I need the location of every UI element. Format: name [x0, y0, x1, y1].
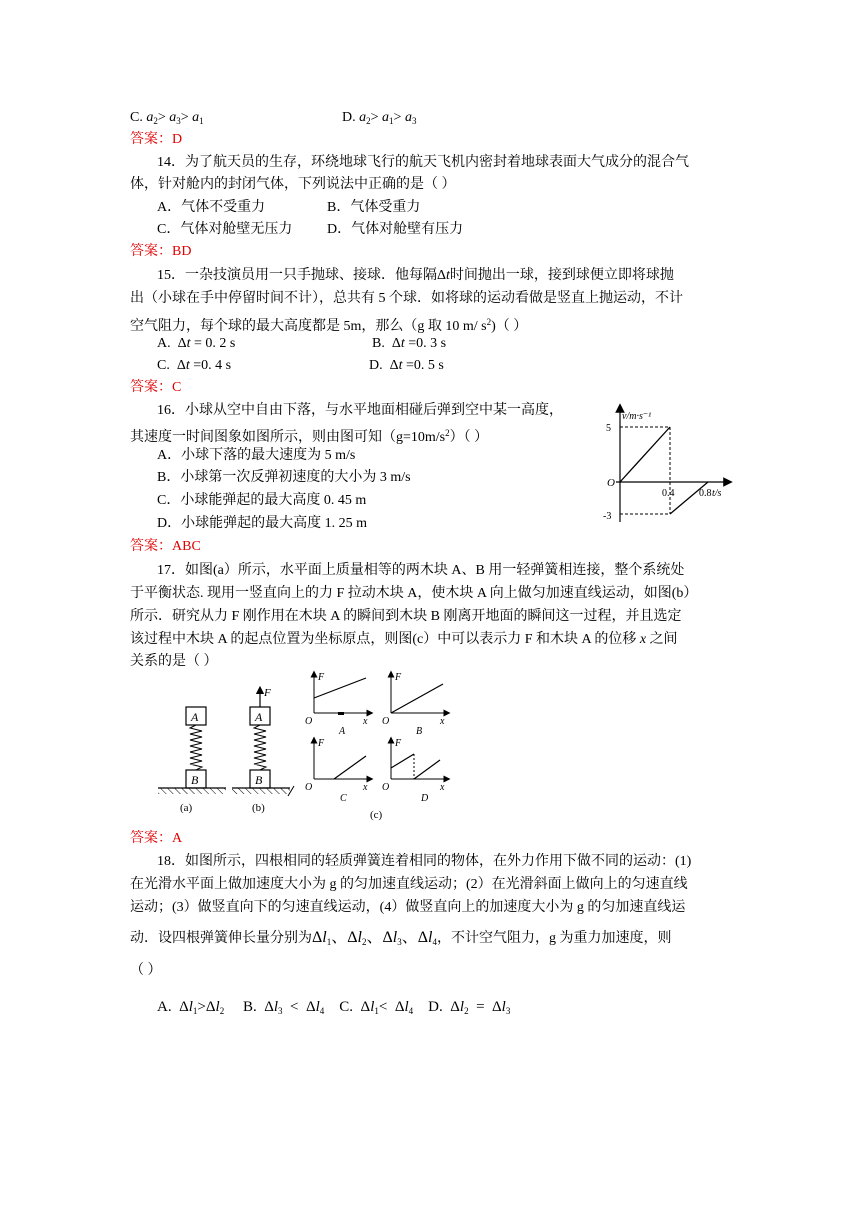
q17-figure: [148, 670, 458, 822]
q17-stem-line5: 关系的是（ ）: [130, 654, 218, 669]
q17-gd-o: O: [382, 782, 390, 793]
q16-option-a: A．小球下落的最大速度为 5 m/s: [157, 448, 356, 463]
q18-stem-line2: 在光滑水平面上做加速度大小为 g 的匀加速直线运动；(2）在光滑斜面上做向上的匀速直线: [130, 877, 688, 892]
q16-graph-origin: O: [607, 477, 615, 489]
q15-option-a: A. Δt = 0. 2 s: [157, 336, 236, 351]
q15-answer: 答案：C: [130, 380, 182, 395]
q14-option-a: A．气体不受重力: [157, 200, 266, 215]
q16-stem-line2: 其速度一时间图象如图所示，则由图可知$(g=10m/s^2)$（ ）: [130, 428, 489, 445]
q17-caption-c: (c): [370, 809, 383, 821]
q17-ga-f: F: [318, 672, 325, 683]
q17-gd-x: x: [440, 782, 445, 793]
q16-graph-ylabel: v/m·s⁻¹: [622, 411, 652, 422]
q17-stem-line4: 该过程中木块 A 的起点位置为坐标原点，则图(c）中可以表示力 F 和木块 A 的位移 x 之间: [130, 632, 678, 647]
q17-ga-label: A: [339, 726, 346, 737]
q17-force-label: F: [264, 687, 271, 699]
q17-gb-f: F: [395, 672, 402, 683]
q16-graph-y-top: 5: [606, 423, 611, 434]
q17-ga-o: O: [305, 716, 313, 727]
q16-vt-graph: [598, 402, 738, 526]
q17-stem-line3: 所示．研究从力 F 刚作用在木块 A 的瞬间到木块 B 刚离开地面的瞬间这一过程，并且选定: [130, 609, 682, 624]
q17-gb-o: O: [382, 716, 390, 727]
q17-stem-line2: 于平衡状态. 现用一竖直向上的力 F 拉动木块 A，使木块 A 向上做匀加速直线运动，如图(b）: [130, 586, 698, 601]
q17-fig-b: [232, 687, 294, 814]
q17-graph-d: [382, 738, 447, 804]
q15-option-b: B. Δt =0. 3 s: [372, 336, 447, 351]
q14-option-b: B．气体受重力: [327, 200, 421, 215]
q16-graph-y-bottom: -3: [603, 511, 612, 522]
q18-stem-line3: 运动；(3）做竖直向下的匀速直线运动，(4）做竖直向上的加速度大小为 g 的匀加速直线运: [130, 900, 686, 915]
q17-gd-f: F: [395, 738, 402, 749]
q15-stem-line1: 15．一杂技演员用一只手抛球、接球．他每隔Δt时间抛出一球，接到球便立即将球抛: [157, 268, 674, 283]
q16-option-b: B．小球第一次反弹初速度的大小为 3 m/s: [157, 470, 411, 485]
q17-ga-x: x: [363, 716, 368, 727]
q16-graph-xlabel: t/s: [712, 488, 722, 499]
q17-caption-b: (b): [252, 802, 265, 814]
q17-b-block-a-label: A: [255, 710, 263, 724]
q18-stem-line5: （ ）: [130, 963, 162, 978]
q16-option-d: D．小球能弹起的最大高度 1. 25 m: [157, 516, 367, 531]
q13-option-d: D. $a_2> a_1> a_3$: [342, 110, 417, 126]
q16-stem-line1: 16．小球从空中自由下落，与水平地面相碰后弹到空中某一高度，: [157, 403, 563, 418]
q18-stem-line1: 18．如图所示，四根相同的轻质弹簧连着相同的物体，在外力作用下做不同的运动：(1): [157, 854, 692, 869]
q17-gd-label: D: [421, 793, 429, 804]
q14-stem-line2: 体，针对舱内的封闭气体，下列说法中正确的是（ ）: [130, 177, 456, 192]
q17-graph-a: [305, 672, 370, 737]
q17-b-block-b-label: B: [255, 773, 263, 787]
q18-stem-line4: 动．设四根弹簧伸长量分别为$\Delta l_1$、$\Delta l_2$、$\Delta l_3$、$\Delta l_4$，不计空气阻力，g 为重力加速度，则: [130, 929, 672, 947]
q15-stem-line2: 出（小球在手中停留时间不计），总共有 5 个球．如将球的运动看做是竖直上抛运动，不计: [130, 291, 683, 306]
q14-stem-line1: 14．为了航天员的生存，环绕地球飞行的航天飞机内密封着地球表面大气成分的混合气: [157, 155, 689, 170]
q14-option-d: D．气体对舱壁有压力: [327, 222, 464, 237]
q17-gc-x: x: [363, 782, 368, 793]
q14-answer: 答案：BD: [130, 244, 192, 259]
q18-options: A. $\Delta l_1>\Delta l_2$ B. $\Delta l_3 < \Delta l_4$ C. $\Delta l_1< \Delta l_4$ D. $\Delta l_2 = \Delta l_3$: [157, 999, 511, 1016]
q17-block-a-label: A: [191, 710, 199, 724]
q16-graph-x-mid: 0.4: [662, 488, 675, 499]
q15-stem-line3: 空气阻力，每个球的最大高度都是 5m，那么（g 取 10 m/ $s^2$)（ ）: [130, 317, 528, 334]
q16-option-c: C．小球能弹起的最大高度 0. 45 m: [157, 493, 367, 508]
q17-graph-b: [382, 672, 447, 737]
q17-caption-a: (a): [180, 802, 193, 814]
q16-graph-x-end: 0.8: [699, 488, 712, 499]
q17-graph-c: [305, 738, 370, 804]
q17-gb-label: B: [416, 726, 423, 737]
q17-gc-o: O: [305, 782, 313, 793]
q17-gc-label: C: [340, 793, 347, 804]
q15-option-d: D. Δt =0. 5 s: [369, 358, 444, 373]
q17-stem-line1: 17．如图(a）所示，水平面上质量相等的两木块 A、B 用一轻弹簧相连接，整个系统处: [157, 563, 685, 578]
q14-option-c: C．气体对舱壁无压力: [157, 222, 293, 237]
q17-gc-f: F: [318, 738, 325, 749]
q16-answer: 答案：ABC: [130, 539, 201, 554]
q17-answer: 答案：A: [130, 831, 183, 846]
q13-answer: 答案：D: [130, 132, 183, 147]
q17-gb-x: x: [440, 716, 445, 727]
q13-option-c: C. $a_2> a_3> a_1$: [130, 110, 204, 126]
q17-block-b-label: B: [191, 773, 199, 787]
q15-option-c: C. Δt =0. 4 s: [157, 358, 232, 373]
q17-fig-a: [158, 707, 226, 814]
